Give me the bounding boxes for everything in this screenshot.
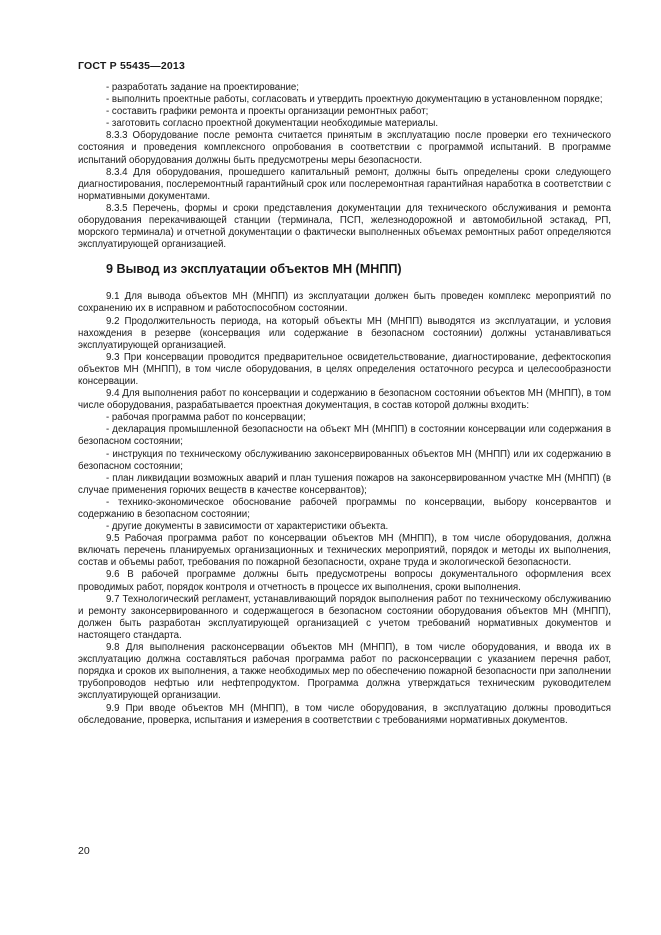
paragraph: - разработать задание на проектирование; bbox=[106, 82, 299, 93]
paragraph: - заготовить согласно проектной документации необходимые материалы. bbox=[106, 118, 439, 130]
paragraph: - план ликвидации возможных аварий и план тушения пожаров на законсервированном участке МН (МНПП) (в случае применения горючих веществ в качестве консервантов); bbox=[78, 472, 611, 496]
document-code: ГОСТ Р 55435—2013 bbox=[78, 60, 186, 72]
paragraph: 9.9 При вводе объектов МН (МНПП), в том числе оборудования, в эксплуатацию должны проводиться обследование, проверка, испытания и измерения в соответствии с требованиями нормативных документов. bbox=[78, 702, 611, 726]
paragraph: 9.5 Рабочая программа работ по консервации объектов МН (МНПП), в том числе оборудования, должна включать перечень планируемых организационных и технических мероприятий, порядок и методы их выполнения, состав и объемы работ, требования по пожарной безопасности, охране труда и экологической безопасности. bbox=[78, 533, 611, 569]
paragraph: 8.3.3 Оборудование после ремонта считается принятым в эксплуатацию после проверки его технического состояния и проведения комплексного опробования в соответствии с программой испытаний. В программе испытаний оборудования должны быть предусмотрены меры безопасности. bbox=[78, 130, 611, 166]
paragraph: - декларация промышленной безопасности на объект МН (МНПП) в состоянии консервации или содержания в безопасном состоянии; bbox=[78, 424, 611, 448]
page-number: 20 bbox=[78, 845, 90, 857]
paragraph: - выполнить проектные работы, согласовать и утвердить проектную документацию в установленном порядке; bbox=[106, 94, 603, 106]
paragraph: 9.4 Для выполнения работ по консервации и содержанию в безопасном состоянии объектов МН (МНПП), в том числе оборудования, разрабатывается проектная документация, в состав которой должны входить: bbox=[78, 388, 611, 412]
paragraph: 9.2 Продолжительность периода, на который объекты МН (МНПП) выводятся из эксплуатации, и условия нахождения в резерве (консервация или содержание в безопасном состоянии) должны устанавливаться эксплуатирующей организацией. bbox=[78, 315, 611, 351]
paragraph: 8.3.5 Перечень, формы и сроки представления документации для технического обслуживания и ремонта оборудования перекачивающей станции (терминала, ПСП, железнодорожной и автомобильной эстакад, РП, морского терминала) и отчетной документации о фактически выполненных объемах ремонтных работ определяются эксплуатирующей организацией. bbox=[78, 202, 611, 251]
paragraph: - рабочая программа работ по консервации; bbox=[106, 412, 306, 424]
page-content bbox=[78, 82, 611, 727]
paragraph: - инструкция по техническому обслуживанию законсервированных объектов МН (МНПП) или их содержанию в безопасном состоянии; bbox=[78, 448, 611, 472]
section-paragraphs bbox=[78, 291, 611, 726]
paragraph: - составить графики ремонта и проекты организации ремонтных работ; bbox=[106, 106, 429, 118]
paragraph: 8.3.4 Для оборудования, прошедшего капитальный ремонт, должны быть определены сроки следующего диагностирования, послеремонтный гарантийный срок или послеремонтная гарантийная наработка в соответствии с нормативными документами. bbox=[78, 166, 611, 202]
paragraph: 9.1 Для вывода объектов МН (МНПП) из эксплуатации должен быть проведен комплекс мероприятий по сохранению их в исправном и работоспособном состоянии. bbox=[78, 291, 611, 315]
paragraph: - технико-экономическое обоснование рабочей программы по консервации, выбору консервантов и содержанию в безопасном состоянии; bbox=[78, 496, 611, 520]
paragraph: 9.3 При консервации проводится предварительное освидетельствование, диагностирование, дефектоскопия объектов МН (МНПП), в том числе оборудования, в целях определения остаточного ресурса и целесообразности консервации. bbox=[78, 351, 611, 387]
paragraph: 9.8 Для выполнения расконсервации объектов МН (МНПП), в том числе оборудования, и ввода их в эксплуатацию должна составляться рабочая программа работ по расконсервации с указанием перечня работ, порядка и сроков их выполнения, а также необходимых мер по обеспечению пожарной безопасности при заполнении трубопроводов нефтью или нефтепродуктом. Программа должна утверждаться техническим руководителем эксплуатирующей организации. bbox=[78, 642, 611, 702]
paragraph: 9.7 Технологический регламент, устанавливающий порядок выполнения работ по техническому обслуживанию и ремонту законсервированного и содержащегося в безопасном состоянии оборудования объектов МН (МНПП), должен быть разработан эксплуатирующей организацией с учетом требований нормативных документов и настоящего стандарта. bbox=[78, 593, 611, 641]
paragraph: - другие документы в зависимости от характеристики объекта. bbox=[106, 521, 389, 533]
top-paragraphs bbox=[78, 82, 611, 251]
section-title: 9 Вывод из эксплуатации объектов МН (МНПП) bbox=[106, 262, 402, 277]
paragraph: 9.6 В рабочей программе должны быть предусмотрены вопросы документального оформления всех проводимых работ, порядок контроля и отчетность в процессе их выполнения, сроки выполнения. bbox=[78, 569, 611, 593]
